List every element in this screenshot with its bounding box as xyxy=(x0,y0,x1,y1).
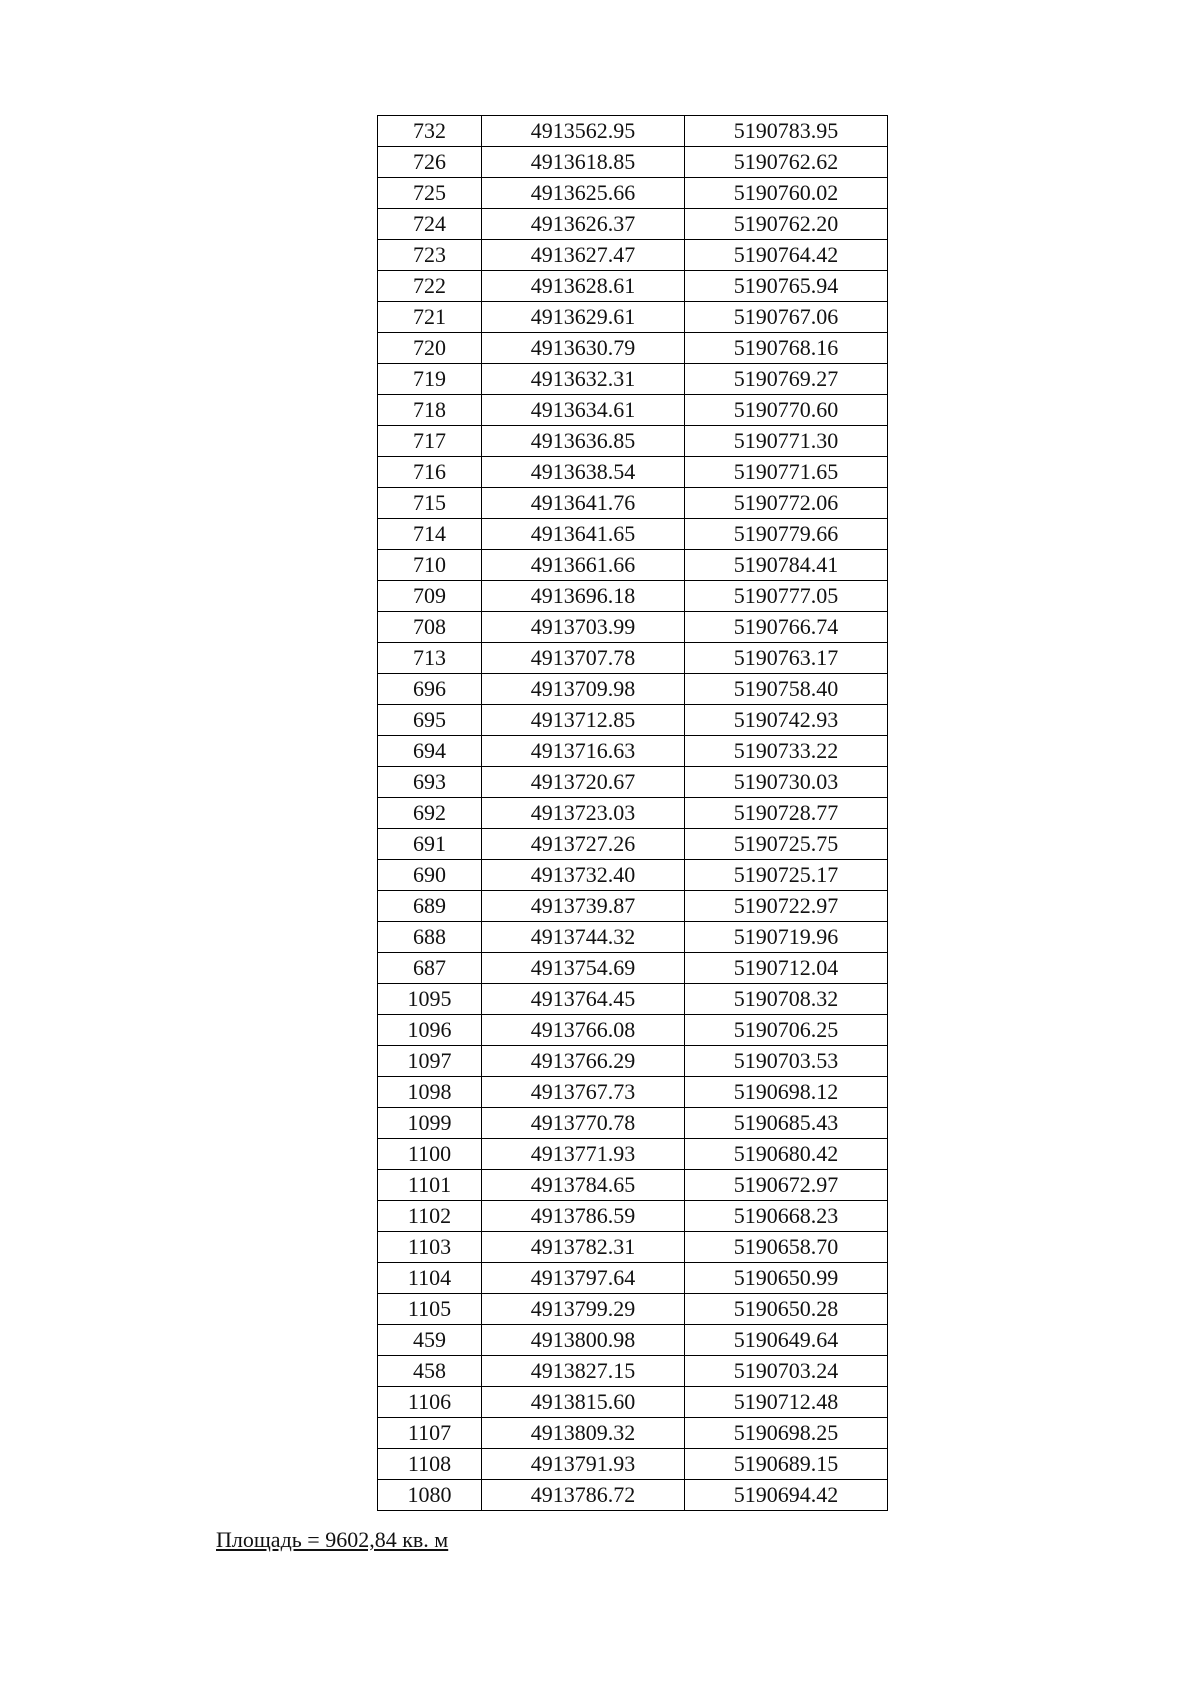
y-coordinate-cell: 5190650.99 xyxy=(685,1263,888,1294)
x-coordinate-cell: 4913703.99 xyxy=(482,612,685,643)
y-coordinate-cell: 5190777.05 xyxy=(685,581,888,612)
table-row xyxy=(378,1201,888,1232)
point-number-cell: 690 xyxy=(378,860,482,891)
x-coordinate-cell: 4913626.37 xyxy=(482,209,685,240)
y-coordinate-cell: 5190770.60 xyxy=(685,395,888,426)
point-number-cell: 1104 xyxy=(378,1263,482,1294)
x-coordinate-cell: 4913628.61 xyxy=(482,271,685,302)
point-number-cell: 1108 xyxy=(378,1449,482,1480)
y-coordinate-cell: 5190649.64 xyxy=(685,1325,888,1356)
table-row xyxy=(378,1356,888,1387)
table-row xyxy=(378,1449,888,1480)
point-number-cell: 1103 xyxy=(378,1232,482,1263)
table-row xyxy=(378,984,888,1015)
x-coordinate-cell: 4913625.66 xyxy=(482,178,685,209)
table-row xyxy=(378,922,888,953)
y-coordinate-cell: 5190706.25 xyxy=(685,1015,888,1046)
point-number-cell: 722 xyxy=(378,271,482,302)
table-row xyxy=(378,519,888,550)
y-coordinate-cell: 5190719.96 xyxy=(685,922,888,953)
y-coordinate-cell: 5190783.95 xyxy=(685,116,888,147)
y-coordinate-cell: 5190771.65 xyxy=(685,457,888,488)
y-coordinate-cell: 5190730.03 xyxy=(685,767,888,798)
table-row xyxy=(378,1480,888,1511)
table-row xyxy=(378,1170,888,1201)
x-coordinate-cell: 4913766.29 xyxy=(482,1046,685,1077)
y-coordinate-cell: 5190668.23 xyxy=(685,1201,888,1232)
point-number-cell: 1106 xyxy=(378,1387,482,1418)
point-number-cell: 1100 xyxy=(378,1139,482,1170)
table-row xyxy=(378,302,888,333)
x-coordinate-cell: 4913720.67 xyxy=(482,767,685,798)
point-number-cell: 693 xyxy=(378,767,482,798)
y-coordinate-cell: 5190725.17 xyxy=(685,860,888,891)
y-coordinate-cell: 5190689.15 xyxy=(685,1449,888,1480)
y-coordinate-cell: 5190768.16 xyxy=(685,333,888,364)
point-number-cell: 692 xyxy=(378,798,482,829)
point-number-cell: 721 xyxy=(378,302,482,333)
x-coordinate-cell: 4913784.65 xyxy=(482,1170,685,1201)
table-row xyxy=(378,798,888,829)
point-number-cell: 1105 xyxy=(378,1294,482,1325)
x-coordinate-cell: 4913661.66 xyxy=(482,550,685,581)
point-number-cell: 709 xyxy=(378,581,482,612)
table-row xyxy=(378,147,888,178)
point-number-cell: 713 xyxy=(378,643,482,674)
y-coordinate-cell: 5190766.74 xyxy=(685,612,888,643)
x-coordinate-cell: 4913627.47 xyxy=(482,240,685,271)
table-row xyxy=(378,209,888,240)
point-number-cell: 688 xyxy=(378,922,482,953)
table-row xyxy=(378,550,888,581)
x-coordinate-cell: 4913696.18 xyxy=(482,581,685,612)
point-number-cell: 689 xyxy=(378,891,482,922)
y-coordinate-cell: 5190685.43 xyxy=(685,1108,888,1139)
point-number-cell: 1099 xyxy=(378,1108,482,1139)
y-coordinate-cell: 5190742.93 xyxy=(685,705,888,736)
y-coordinate-cell: 5190708.32 xyxy=(685,984,888,1015)
y-coordinate-cell: 5190769.27 xyxy=(685,364,888,395)
x-coordinate-cell: 4913723.03 xyxy=(482,798,685,829)
table-row xyxy=(378,271,888,302)
y-coordinate-cell: 5190658.70 xyxy=(685,1232,888,1263)
point-number-cell: 695 xyxy=(378,705,482,736)
point-number-cell: 1098 xyxy=(378,1077,482,1108)
y-coordinate-cell: 5190762.62 xyxy=(685,147,888,178)
table-row xyxy=(378,581,888,612)
table-row xyxy=(378,1232,888,1263)
table-row xyxy=(378,829,888,860)
x-coordinate-cell: 4913764.45 xyxy=(482,984,685,1015)
point-number-cell: 694 xyxy=(378,736,482,767)
x-coordinate-cell: 4913800.98 xyxy=(482,1325,685,1356)
table-row xyxy=(378,1015,888,1046)
x-coordinate-cell: 4913744.32 xyxy=(482,922,685,953)
point-number-cell: 717 xyxy=(378,426,482,457)
y-coordinate-cell: 5190763.17 xyxy=(685,643,888,674)
x-coordinate-cell: 4913815.60 xyxy=(482,1387,685,1418)
x-coordinate-cell: 4913638.54 xyxy=(482,457,685,488)
table-row xyxy=(378,643,888,674)
x-coordinate-cell: 4913709.98 xyxy=(482,674,685,705)
table-row xyxy=(378,116,888,147)
x-coordinate-cell: 4913618.85 xyxy=(482,147,685,178)
x-coordinate-cell: 4913766.08 xyxy=(482,1015,685,1046)
y-coordinate-cell: 5190703.24 xyxy=(685,1356,888,1387)
y-coordinate-cell: 5190672.97 xyxy=(685,1170,888,1201)
table-row xyxy=(378,1263,888,1294)
y-coordinate-cell: 5190712.04 xyxy=(685,953,888,984)
point-number-cell: 732 xyxy=(378,116,482,147)
y-coordinate-cell: 5190698.25 xyxy=(685,1418,888,1449)
table-row xyxy=(378,891,888,922)
y-coordinate-cell: 5190694.42 xyxy=(685,1480,888,1511)
table-row xyxy=(378,1108,888,1139)
table-row xyxy=(378,1139,888,1170)
point-number-cell: 1095 xyxy=(378,984,482,1015)
x-coordinate-cell: 4913754.69 xyxy=(482,953,685,984)
point-number-cell: 725 xyxy=(378,178,482,209)
point-number-cell: 1102 xyxy=(378,1201,482,1232)
point-number-cell: 718 xyxy=(378,395,482,426)
x-coordinate-cell: 4913632.31 xyxy=(482,364,685,395)
x-coordinate-cell: 4913791.93 xyxy=(482,1449,685,1480)
point-number-cell: 719 xyxy=(378,364,482,395)
x-coordinate-cell: 4913782.31 xyxy=(482,1232,685,1263)
point-number-cell: 696 xyxy=(378,674,482,705)
point-number-cell: 1107 xyxy=(378,1418,482,1449)
x-coordinate-cell: 4913712.85 xyxy=(482,705,685,736)
y-coordinate-cell: 5190758.40 xyxy=(685,674,888,705)
table-row xyxy=(378,1046,888,1077)
x-coordinate-cell: 4913716.63 xyxy=(482,736,685,767)
y-coordinate-cell: 5190779.66 xyxy=(685,519,888,550)
table-row xyxy=(378,674,888,705)
x-coordinate-cell: 4913786.72 xyxy=(482,1480,685,1511)
x-coordinate-cell: 4913786.59 xyxy=(482,1201,685,1232)
table-row xyxy=(378,1325,888,1356)
y-coordinate-cell: 5190698.12 xyxy=(685,1077,888,1108)
table-row xyxy=(378,333,888,364)
point-number-cell: 1096 xyxy=(378,1015,482,1046)
x-coordinate-cell: 4913641.65 xyxy=(482,519,685,550)
y-coordinate-cell: 5190650.28 xyxy=(685,1294,888,1325)
table-row xyxy=(378,1077,888,1108)
y-coordinate-cell: 5190764.42 xyxy=(685,240,888,271)
point-number-cell: 715 xyxy=(378,488,482,519)
table-row xyxy=(378,395,888,426)
table-row xyxy=(378,705,888,736)
table-row xyxy=(378,1387,888,1418)
y-coordinate-cell: 5190760.02 xyxy=(685,178,888,209)
y-coordinate-cell: 5190680.42 xyxy=(685,1139,888,1170)
table-row xyxy=(378,240,888,271)
point-number-cell: 716 xyxy=(378,457,482,488)
x-coordinate-cell: 4913827.15 xyxy=(482,1356,685,1387)
point-number-cell: 714 xyxy=(378,519,482,550)
x-coordinate-cell: 4913641.76 xyxy=(482,488,685,519)
point-number-cell: 1080 xyxy=(378,1480,482,1511)
y-coordinate-cell: 5190728.77 xyxy=(685,798,888,829)
table-row xyxy=(378,426,888,457)
point-number-cell: 720 xyxy=(378,333,482,364)
x-coordinate-cell: 4913797.64 xyxy=(482,1263,685,1294)
point-number-cell: 1101 xyxy=(378,1170,482,1201)
area-summary: Площадь = 9602,84 кв. м xyxy=(216,1527,449,1552)
point-number-cell: 687 xyxy=(378,953,482,984)
coordinates-table xyxy=(377,115,888,1511)
point-number-cell: 726 xyxy=(378,147,482,178)
x-coordinate-cell: 4913770.78 xyxy=(482,1108,685,1139)
y-coordinate-cell: 5190784.41 xyxy=(685,550,888,581)
point-number-cell: 459 xyxy=(378,1325,482,1356)
table-row xyxy=(378,1418,888,1449)
x-coordinate-cell: 4913707.78 xyxy=(482,643,685,674)
table-row xyxy=(378,1294,888,1325)
y-coordinate-cell: 5190722.97 xyxy=(685,891,888,922)
x-coordinate-cell: 4913634.61 xyxy=(482,395,685,426)
y-coordinate-cell: 5190762.20 xyxy=(685,209,888,240)
x-coordinate-cell: 4913771.93 xyxy=(482,1139,685,1170)
point-number-cell: 724 xyxy=(378,209,482,240)
point-number-cell: 710 xyxy=(378,550,482,581)
y-coordinate-cell: 5190725.75 xyxy=(685,829,888,860)
x-coordinate-cell: 4913767.73 xyxy=(482,1077,685,1108)
x-coordinate-cell: 4913739.87 xyxy=(482,891,685,922)
x-coordinate-cell: 4913636.85 xyxy=(482,426,685,457)
point-number-cell: 723 xyxy=(378,240,482,271)
point-number-cell: 458 xyxy=(378,1356,482,1387)
x-coordinate-cell: 4913732.40 xyxy=(482,860,685,891)
y-coordinate-cell: 5190765.94 xyxy=(685,271,888,302)
table-row xyxy=(378,612,888,643)
x-coordinate-cell: 4913799.29 xyxy=(482,1294,685,1325)
y-coordinate-cell: 5190712.48 xyxy=(685,1387,888,1418)
coordinates-table-body xyxy=(378,116,888,1511)
x-coordinate-cell: 4913629.61 xyxy=(482,302,685,333)
point-number-cell: 691 xyxy=(378,829,482,860)
table-row xyxy=(378,860,888,891)
table-row xyxy=(378,364,888,395)
table-row xyxy=(378,457,888,488)
y-coordinate-cell: 5190733.22 xyxy=(685,736,888,767)
table-row xyxy=(378,488,888,519)
x-coordinate-cell: 4913727.26 xyxy=(482,829,685,860)
point-number-cell: 708 xyxy=(378,612,482,643)
x-coordinate-cell: 4913809.32 xyxy=(482,1418,685,1449)
y-coordinate-cell: 5190767.06 xyxy=(685,302,888,333)
table-row xyxy=(378,953,888,984)
point-number-cell: 1097 xyxy=(378,1046,482,1077)
x-coordinate-cell: 4913630.79 xyxy=(482,333,685,364)
table-row xyxy=(378,767,888,798)
table-row xyxy=(378,178,888,209)
table-row xyxy=(378,736,888,767)
x-coordinate-cell: 4913562.95 xyxy=(482,116,685,147)
y-coordinate-cell: 5190771.30 xyxy=(685,426,888,457)
y-coordinate-cell: 5190703.53 xyxy=(685,1046,888,1077)
y-coordinate-cell: 5190772.06 xyxy=(685,488,888,519)
